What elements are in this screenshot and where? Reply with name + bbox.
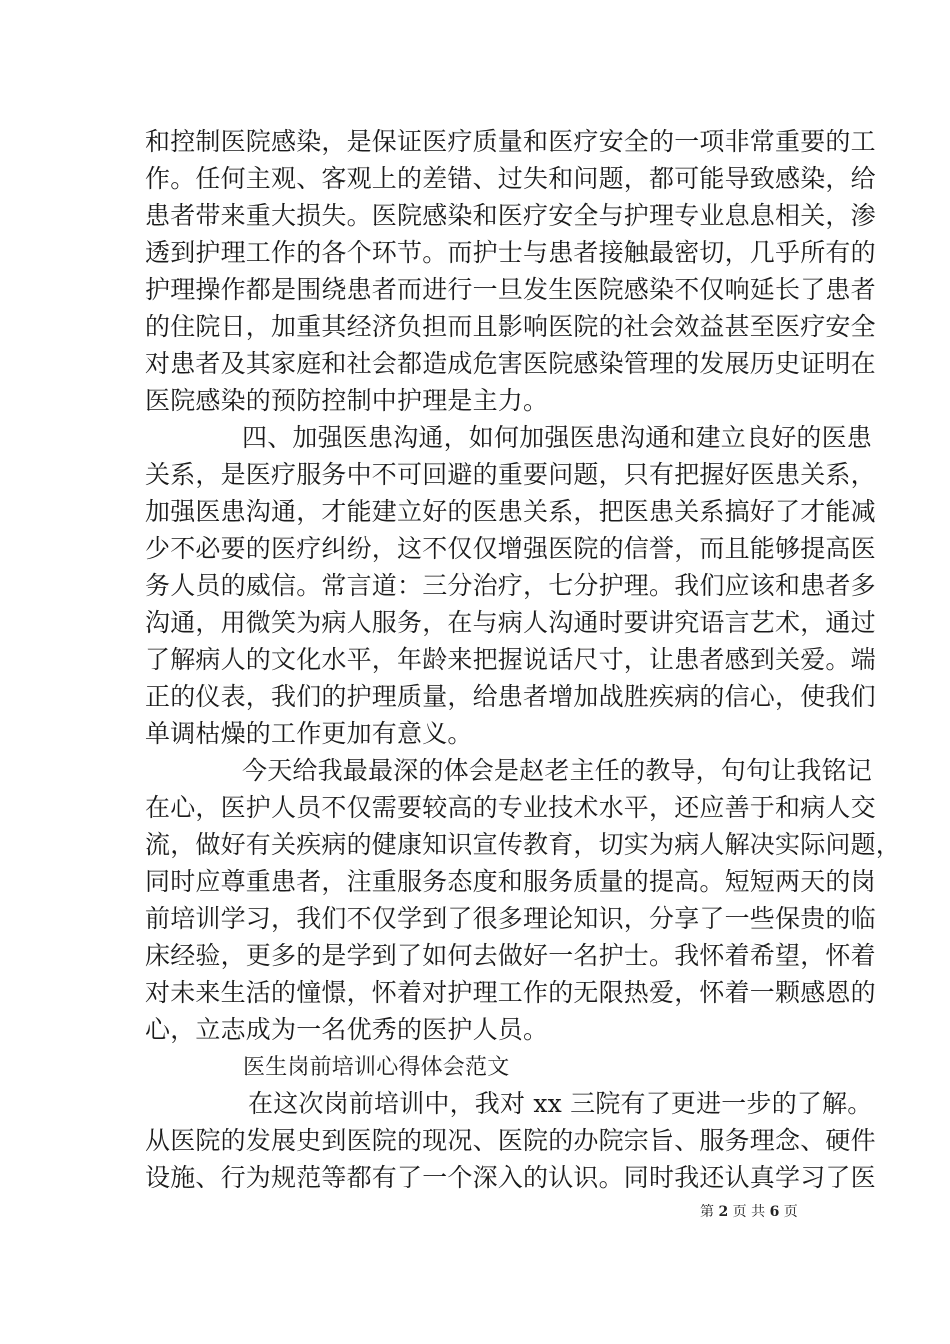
paragraph-line: 了解病人的文化水平，年龄来把握说话尺寸，让患者感到关爱。端: [145, 645, 876, 674]
paragraph-line: 设施、行为规范等都有了一个深入的认识。同时我还认真学习了医: [145, 1163, 876, 1192]
paragraph-line: 四、加强医患沟通，如何加强医患沟通和建立良好的医患: [242, 423, 873, 452]
paragraph-line: 务人员的威信。常言道：三分治疗，七分护理。我们应该和患者多: [145, 571, 876, 600]
paragraph-line: 作。任何主观、客观上的差错、过失和问题，都可能导致感染，给: [145, 164, 876, 193]
paragraph-line: 关系，是医疗服务中不可回避的重要问题，只有把握好医患关系，: [145, 460, 876, 489]
current-page-number: 2: [718, 1204, 729, 1220]
paragraph-line: 今天给我最最深的体会是赵老主任的教导，句句让我铭记: [242, 756, 873, 785]
paragraph-line: 对患者及其家庭和社会都造成危害医院感染管理的发展历史证明在: [145, 349, 876, 378]
paragraph-line: 的住院日，加重其经济负担而且影响医院的社会效益甚至医疗安全: [145, 312, 876, 341]
paragraph-line: 同时应尊重患者，注重服务态度和服务质量的提高。短短两天的岗: [145, 867, 876, 896]
paragraph-line: 对未来生活的憧憬，怀着对护理工作的无限热爱，怀着一颗感恩的: [145, 978, 876, 1007]
footer-suffix: 页: [783, 1204, 798, 1220]
section-title: 医生岗前培训心得体会范文: [243, 1055, 510, 1080]
paragraph-line: 在这次岗前培训中，我对 xx 三院有了更进一步的了解。: [248, 1089, 873, 1118]
paragraph-line: 少不必要的医疗纠纷，这不仅仅增强医院的信誉，而且能够提高医: [145, 534, 876, 563]
paragraph-line: 透到护理工作的各个环节。而护士与患者接触最密切，几乎所有的: [145, 238, 876, 267]
paragraph-line: 从医院的发展史到医院的现况、医院的办院宗旨、服务理念、硬件: [145, 1126, 876, 1155]
footer-prefix: 第: [700, 1204, 714, 1220]
paragraph-line: 正的仪表，我们的护理质量，给患者增加战胜疾病的信心，使我们: [145, 682, 876, 711]
paragraph-line: 在心，医护人员不仅需要较高的专业技术水平，还应善于和病人交: [145, 793, 876, 822]
paragraph-line: 流，做好有关疾病的健康知识宣传教育，切实为病人解决实际问题，: [145, 830, 902, 859]
footer-middle: 页 共: [732, 1204, 766, 1220]
paragraph-line: 和控制医院感染，是保证医疗质量和医疗安全的一项非常重要的工: [145, 127, 876, 156]
paragraph-line: 医院感染的预防控制中护理是主力。: [145, 386, 549, 415]
paragraph-line: 护理操作都是围绕患者而进行一旦发生医院感染不仅响延长了患者: [145, 275, 876, 304]
paragraph-line: 床经验，更多的是学到了如何去做好一名护士。我怀着希望，怀着: [145, 941, 876, 970]
paragraph-line: 加强医患沟通，才能建立好的医患关系，把医患关系搞好了才能减: [145, 497, 876, 526]
paragraph-line: 心，立志成为一名优秀的医护人员。: [145, 1015, 549, 1044]
paragraph-line: 沟通，用微笑为病人服务，在与病人沟通时要讲究语言艺术，通过: [145, 608, 876, 637]
page-number-footer: [700, 1202, 798, 1222]
paragraph-line: 前培训学习，我们不仅学到了很多理论知识，分享了一些保贵的临: [145, 904, 876, 933]
total-page-number: 6: [769, 1204, 780, 1220]
paragraph-line: 患者带来重大损失。医院感染和医疗安全与护理专业息息相关，渗: [145, 201, 876, 230]
paragraph-line: 单调枯燥的工作更加有意义。: [145, 719, 473, 748]
